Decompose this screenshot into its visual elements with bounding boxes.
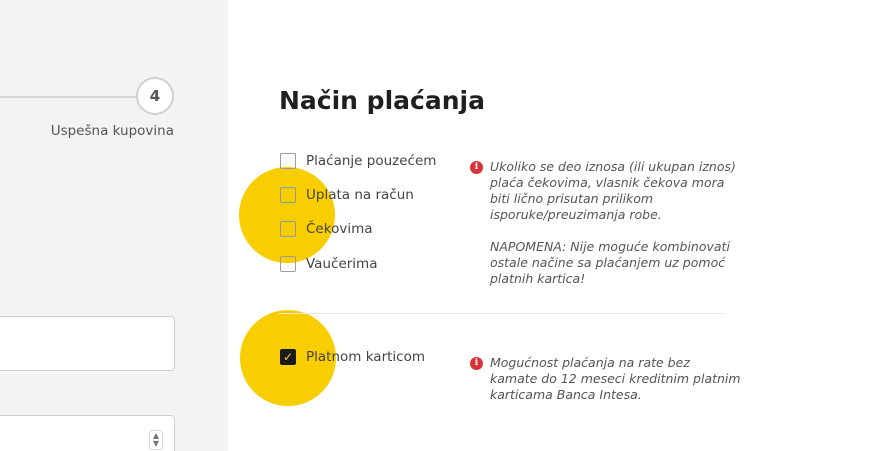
page-title: Način plaćanja xyxy=(279,86,485,115)
option-label: Vaučerima xyxy=(306,256,378,272)
option-bank-transfer[interactable] xyxy=(280,187,414,203)
info-line: isporuke/preuzimanja robe. xyxy=(490,207,662,222)
option-label: Čekovima xyxy=(306,221,373,237)
option-label: Plaćanje pouzećem xyxy=(306,153,437,169)
step-number: 4 xyxy=(149,87,161,105)
progress-line xyxy=(0,96,138,98)
option-cheques[interactable] xyxy=(280,221,373,237)
info-text xyxy=(490,159,736,287)
highlight-circle xyxy=(239,167,335,263)
select-field[interactable] xyxy=(0,415,175,451)
checkbox[interactable] xyxy=(280,221,296,237)
checkbox-checked[interactable]: ✓ xyxy=(280,349,296,365)
text-input-field[interactable] xyxy=(0,316,175,371)
info-line: karticama Banca Intesa. xyxy=(490,387,642,402)
select-arrows-icon[interactable]: ▲ ▼ xyxy=(149,430,163,450)
info-card xyxy=(470,355,741,403)
option-vouchers[interactable] xyxy=(280,256,377,272)
info-line: Mogućnost plaćanja na rate bez xyxy=(490,355,690,370)
note-line: platnih kartica! xyxy=(490,271,586,286)
option-label: Platnom karticom xyxy=(306,349,425,365)
info-text xyxy=(490,355,741,403)
divider xyxy=(279,313,723,314)
info-line: biti lično prisutan prilikom xyxy=(490,191,654,206)
option-label: Uplata na račun xyxy=(306,187,414,203)
checkbox[interactable] xyxy=(280,187,296,203)
info-line: plaća čekovima, vlasnik čekova mora xyxy=(490,175,725,190)
info-line: kamate do 12 meseci kreditnim platnim xyxy=(490,371,741,386)
step-label: Uspešna kupovina xyxy=(50,123,174,139)
option-card[interactable] xyxy=(280,349,425,365)
step-4-indicator xyxy=(136,77,174,115)
left-panel xyxy=(0,0,228,451)
info-icon: i xyxy=(470,357,483,370)
checkbox[interactable] xyxy=(280,153,296,169)
info-line: Ukoliko se deo iznosa (ili ukupan iznos) xyxy=(490,159,736,174)
option-cash-on-delivery[interactable] xyxy=(280,153,436,169)
note-line: ostale načine sa plaćanjem uz pomoć xyxy=(490,255,726,270)
info-cheques xyxy=(470,159,736,287)
checkbox[interactable] xyxy=(280,256,296,272)
info-icon: i xyxy=(470,161,483,174)
note-line: NAPOMENA: Nije moguće kombinovati xyxy=(490,239,730,254)
